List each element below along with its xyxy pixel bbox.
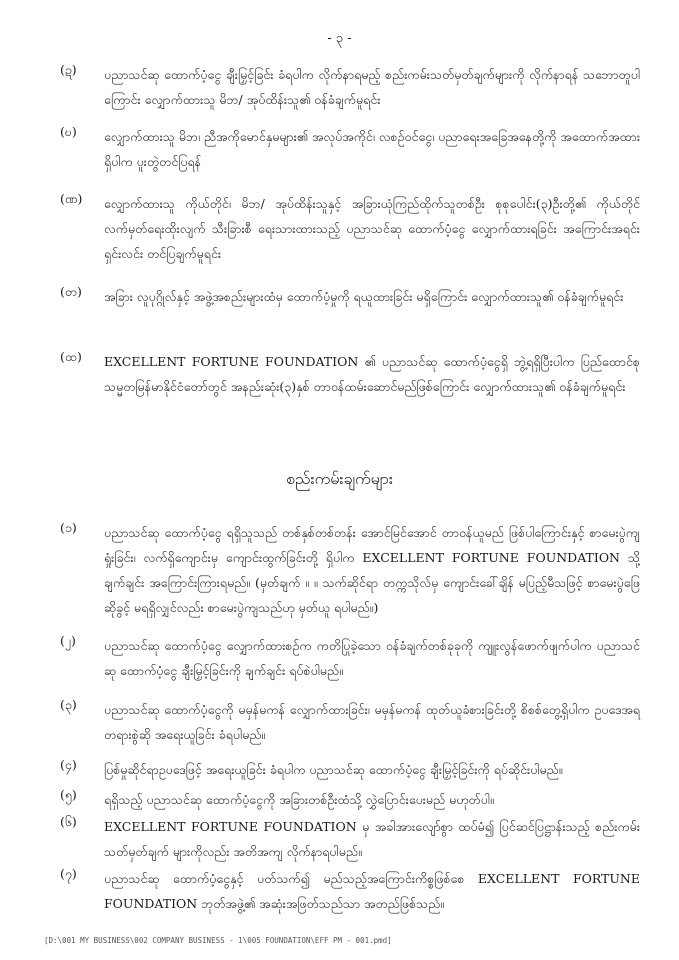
rule-text: ရရှိသည့် ပညာသင်ဆု ထောက်ပံ့ငွေကို အခြားတစ်ဦးထံသို့ လွှဲပြောင်းပေးမည် မဟုတ်ပါ။ [104,792,494,807]
rule-item [60,787,640,812]
rule-text: ပညာသင်ဆု ထောက်ပံ့ငွေ လျှောက်ထားစဉ်က ကတိပြုခဲ့သော ဝန်ခံချက်တစ်ခုခုကို ကျူးလွန်ဖောက်ဖျက်ပါက ပညာသင်ဆု ထောက်ပံ့ငွေ ချီးမြှင့်ခြင်းကို ချက်ချင်း ရပ်စဲပါမည်။ [104,638,640,678]
item-number: (ဏ) [60,191,83,206]
rule-number: (၅) [60,787,77,802]
list-item [60,62,640,112]
rule-text: ပညာသင်ဆု ထောက်ပံ့ငွေ ရရှိသူသည် တစ်နှစ်တစ်တန်း အောင်မြင်အောင် တာဝန်ယူမည် ဖြစ်ပါကြောင်းနှင့် စာမေးပွဲကျရှုံးခြင်း၊ လက်ရှိကျောင်းမှ ကျောင်းထွက်ခြင်းတို့ ရှိပါက EXCELLENT FORTUNE FOUNDATION သို့ ချက်ချင်း အကြောင်းကြားရမည်။ (မှတ်ချက် ။ ။ သက်ဆိုင်ရာ တက္ကသိုလ်မှ ကျောင်းခေါ်ချိန် မပြည့်မီသဖြင့် စာမေးပွဲဖြေဆိုခွင့် မရရှိလျှင်လည်း စာမေးပွဲကျသည်ဟု မှတ်ယူ ရပါမည်။) [104,525,640,615]
rule-number: (၄) [60,757,77,772]
rule-number: (၇) [60,866,77,881]
rule-item [60,757,640,782]
rule-text: ပြစ်မှုဆိုင်ရာဥပဒေဖြင့် အရေးယူခြင်း ခံရပါက ပညာသင်ဆု ထောက်ပံ့ငွေ ချီးမြှင့်ခြင်းကို ရပ်ဆိုင်းပါမည်။ [104,762,563,777]
rule-text: ပညာသင်ဆု ထောက်ပံ့ငွေနှင့် ပတ်သက်၍ မည်သည့်အကြောင်းကိစ္စဖြစ်စေ EXCELLENT FORTUNE FOUNDATION ဘုတ်အဖွဲ့၏ အဆုံးအဖြတ်သည်သာ အတည်ဖြစ်သည်။ [104,871,640,911]
page-number: - ၃ - [327,31,352,46]
item-text: လျှောက်ထားသူ မိဘ၊ ညီအကိုမောင်နှမများ၏ အလုပ်အကိုင်၊ လစဉ်ဝင်ငွေ၊ ပညာရေးအခြေအနေတို့ကို အထောက်အထားရှိပါက ပူးတွဲတင်ပြရန် [104,129,640,169]
rule-item [60,866,640,916]
rule-text: EXCELLENT FORTUNE FOUNDATION မှ အခါအားလျော်စွာ ထပ်မံ၍ ပြင်ဆင်ပြဋ္ဌာန်းသည့် စည်းကမ်း သတ်မှတ်ချက် များကိုလည်း အတိအကျ လိုက်နာရပါမည်။ [104,819,640,859]
item-number: (ဎ) [60,124,77,139]
item-text: လျှောက်ထားသူ ကိုယ်တိုင်၊ မိဘ/ အုပ်ထိန်းသူနှင့် အခြားယုံကြည်ထိုက်သူတစ်ဦး စုစုပေါင်း(၃)ဦးတို့၏ ကိုယ်တိုင် လက်မှတ်ရေးထိုးလျက် သီးခြားစီ ရေးသားထားသည့် ပညာသင်ဆု ထောက်ပံ့ငွေ လျှောက်ထားရခြင်း အကြောင်းအရင်း ရှင်းလင်း တင်ပြချက်မူရင်း [104,196,640,261]
list-item [60,124,640,174]
rule-number: (၂) [60,633,76,648]
item-text: အခြား လူပုဂ္ဂိုလ်နှင့် အဖွဲ့အစည်းများထံမှ ထောက်ပံ့မှုကို ရယူထားခြင်း မရှိကြောင်း လျှောက်ထားသူ၏ ဝန်ခံချက်မူရင်း [104,289,624,304]
rule-number: (၃) [60,697,77,712]
rule-item [60,633,640,683]
rule-text: ပညာသင်ဆု ထောက်ပံ့ငွေကို မမှန်မကန် လျှောက်ထားခြင်း၊ မမှန်မကန် ထုတ်ယူခံစားခြင်းတို့ စိစစ်တွေ့ရှိပါက ဥပဒေအရ တရားစွဲဆို အရေးယူခြင်း ခံရပါမည်။ [104,702,640,742]
list-item [60,191,640,266]
rule-item [60,697,640,747]
item-text: EXCELLENT FORTUNE FOUNDATION ၏ ပညာသင်ဆု ထောက်ပံ့ငွေရှိ ဘွဲ့ရရှိပြီးပါက ပြည်ထောင်စုသမ္မတမြန်မာနိုင်ငံတော်တွင် အနည်းဆုံး(၃)နှစ် တာဝန်ထမ်းဆောင်မည်ဖြစ်ကြောင်း လျှောက်ထားသူ၏ ဝန်ခံချက်မူရင်း [104,354,640,394]
list-item [60,349,640,399]
file-path-footer: [D:\001 MY BUSINESS\002 COMPANY BUSINESS - 1\005 FOUNDATION\EFF PM - 001.pmd] [44,936,392,945]
item-text: ပညာသင်ဆု ထောက်ပံ့ငွေ ချီးမြှင့်ခြင်း ခံရပါက လိုက်နာရမည့် စည်းကမ်းသတ်မှတ်ချက်များကို လိုက်နာရန် သဘောတူပါကြောင်း လျှောက်ထားသူ မိဘ/ အုပ်ထိန်းသူ၏ ဝန်ခံချက်မူရင်း [104,67,640,107]
item-number: (ထ) [60,349,82,364]
item-number: (ဍ) [60,62,77,77]
section-heading: စည်းကမ်းချက်များ [286,469,393,488]
rule-item [60,520,640,620]
rule-item [60,814,640,864]
rule-number: (၁) [60,520,77,535]
rule-number: (၆) [60,814,77,829]
list-item [60,284,640,309]
item-number: (တ) [60,284,82,299]
